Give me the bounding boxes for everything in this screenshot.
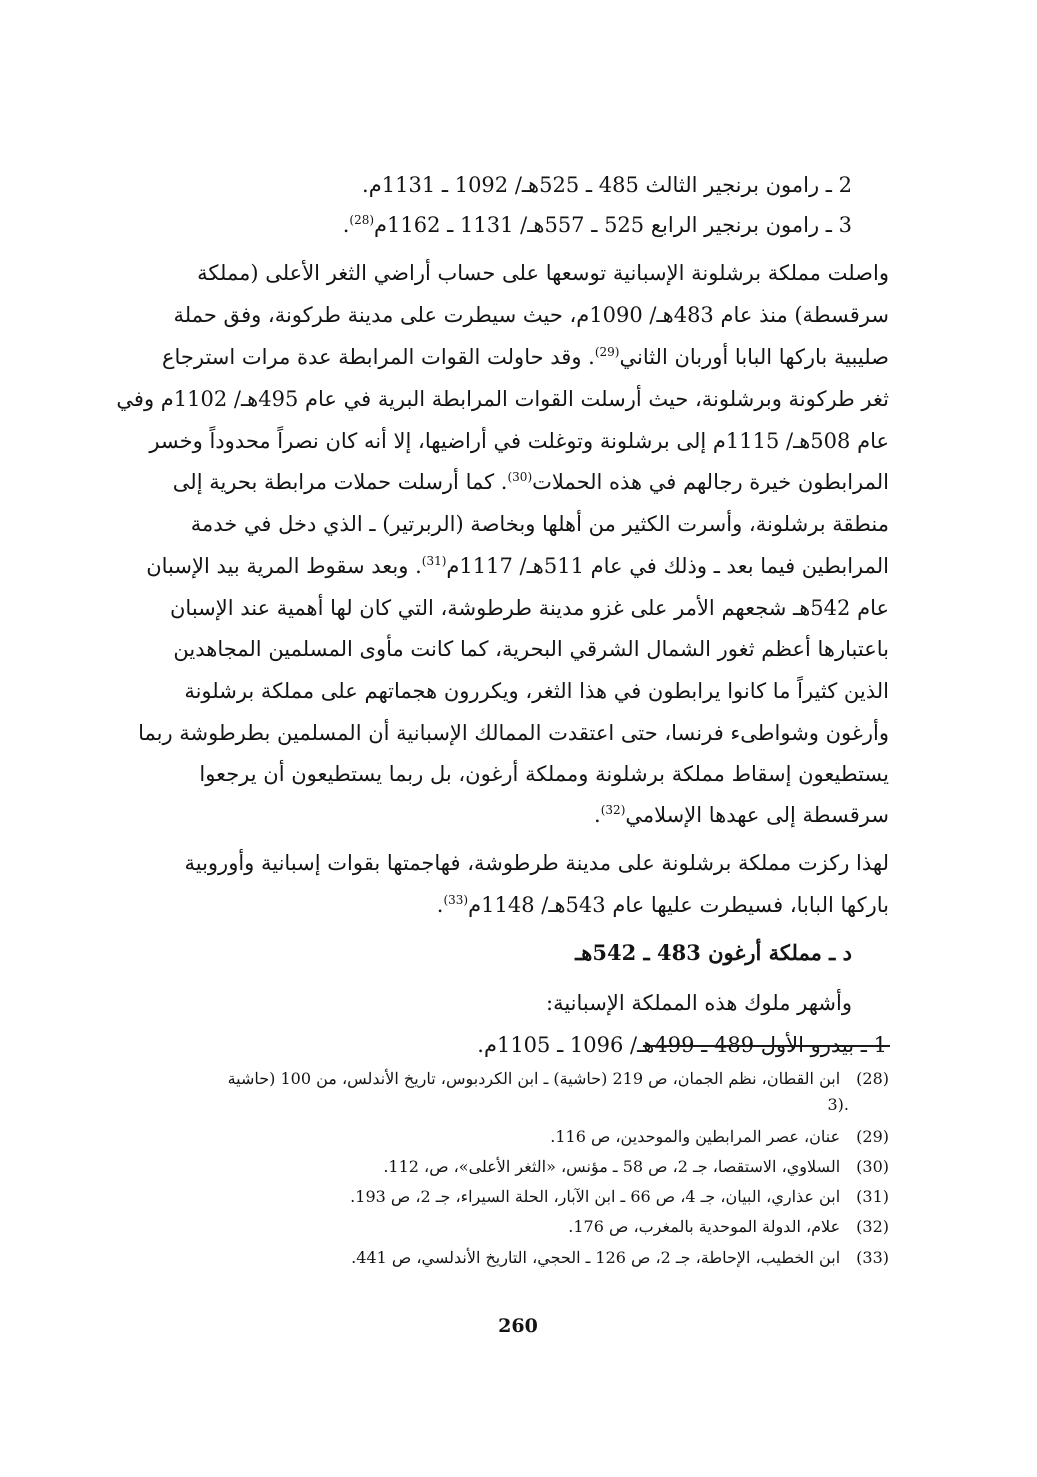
para1-line-14: سرقسطة إلى عهدها الإسلامي$^{(32)}$. xyxy=(594,803,889,827)
list-item-1: 1 ـ بيدرو الأول 489 ـ 499هـ/ 1096 ـ 1105م. xyxy=(477,1033,887,1057)
para1-line-11: الذين كثيراً ما كانوا يرابطون في هذا الثغر، ويكررون هجماتهم على مملكة برشلونة xyxy=(184,679,889,703)
footnote-31: (31)ابن عذاري، البيان، جـ 4، ص 66 ـ ابن الآبار، الحلة السيراء، جـ 2، ص 193. xyxy=(350,1187,889,1206)
footnote-29: (29)عنان، عصر المرابطين والموحدين، ص 116. xyxy=(550,1127,889,1146)
footnote-ref-30: (30) xyxy=(507,470,533,484)
list-intro: وأشهر ملوك هذه المملكة الإسبانية: xyxy=(546,991,852,1015)
footnote-ref-32: (32) xyxy=(600,803,626,817)
para1-line-10: باعتبارها أعظم ثغور الشمال الشرقي البحرية، كما كانت مأوى المسلمين المجاهدين xyxy=(173,637,889,661)
para1-line-1: واصلت مملكة برشلونة الإسبانية توسعها على حساب أراضي الثغر الأعلى (مملكة xyxy=(197,261,889,285)
para1-line-9: عام 542هـ شجعهم الأمر على غزو مدينة طرطوشة، التي كان لها أهمية عند الإسبان xyxy=(170,596,889,620)
footnote-ref-29: (29) xyxy=(594,345,620,359)
footnote-32: (32)علام، الدولة الموحدية بالمغرب، ص 176. xyxy=(568,1217,889,1236)
list-item-3: 3 ـ رامون برنجير الرابع 525 ـ 557هـ/ 1131 ـ 1162م$^{(28)}$. xyxy=(342,213,852,237)
footnote-28: (28)ابن القطان، نظم الجمان، ص 219 (حاشية) ـ ابن الكردبوس، تاريخ الأندلس، من 100 (حاشية xyxy=(227,1069,889,1088)
para1-line-13: يستطيعون إسقاط مملكة برشلونة ومملكة أرغون، بل ربما يستطيعون أن يرجعوا xyxy=(199,762,889,786)
para1-line-2: سرقسطة) منذ عام 483هـ/ 1090م، حيث سيطرت على مدينة طركونة، وفق حملة xyxy=(173,303,889,327)
footnote-divider xyxy=(643,1045,890,1047)
para1-line-5: عام 508هـ/ 1115م إلى برشلونة وتوغلت في أراضيها، إلا أنه كان نصراً محدوداً وخسر xyxy=(149,429,889,453)
list-item-2: 2 ـ رامون برنجير الثالث 485 ـ 525هـ/ 1092 ـ 1131م. xyxy=(362,173,852,197)
para1-line-4: ثغر طركونة وبرشلونة، حيث أرسلت القوات المرابطة البرية في عام 495هـ/ 1102م وفي xyxy=(116,387,889,411)
page-number: 260 xyxy=(498,1315,538,1337)
footnote-ref-28: (28) xyxy=(349,213,375,227)
footnote-28-continued: 3). xyxy=(827,1095,849,1114)
footnote-ref-31: (31) xyxy=(421,554,447,568)
para1-line-8: المرابطين فيما بعد ـ وذلك في عام 511هـ/ 1117م$^{(31)}$. وبعد سقوط المرية بيد الإسبان xyxy=(146,554,889,578)
para1-line-6: المرابطون خيرة رجالهم في هذه الحملات$^{(30)}$. كما أرسلت حملات مرابطة بحرية إلى xyxy=(172,470,889,494)
footnote-ref-33: (33) xyxy=(443,893,469,907)
para1-line-7: منطقة برشلونة، وأسرت الكثير من أهلها وبخاصة (الربرتير) ـ الذي دخل في خدمة xyxy=(190,512,889,536)
section-heading: د ـ مملكة أرغون 483 ـ 542هـ xyxy=(575,940,852,965)
para1-line-12: وأرغون وشواطىء فرنسا، حتى اعتقدت الممالك الإسبانية أن المسلمين بطرطوشة ربما xyxy=(138,721,889,745)
footnote-30: (30)السلاوي، الاستقصا، جـ 2، ص 58 ـ مؤنس، «الثغر الأعلى»، ص، 112. xyxy=(383,1157,889,1176)
footnote-33: (33)ابن الخطيب، الإحاطة، جـ 2، ص 126 ـ الحجي، التاريخ الأندلسي، ص 441. xyxy=(351,1248,889,1267)
para2-line-1: لهذا ركزت مملكة برشلونة على مدينة طرطوشة، فهاجمتها بقوات إسبانية وأوروبية xyxy=(184,851,889,875)
para1-line-3: صليبية باركها البابا أوربان الثاني$^{(29)}$. وقد حاولت القوات المرابطة عدة مرات استرجاع xyxy=(161,345,889,369)
para2-line-2: باركها البابا، فسيطرت عليها عام 543هـ/ 1148م$^{(33)}$. xyxy=(436,893,889,917)
